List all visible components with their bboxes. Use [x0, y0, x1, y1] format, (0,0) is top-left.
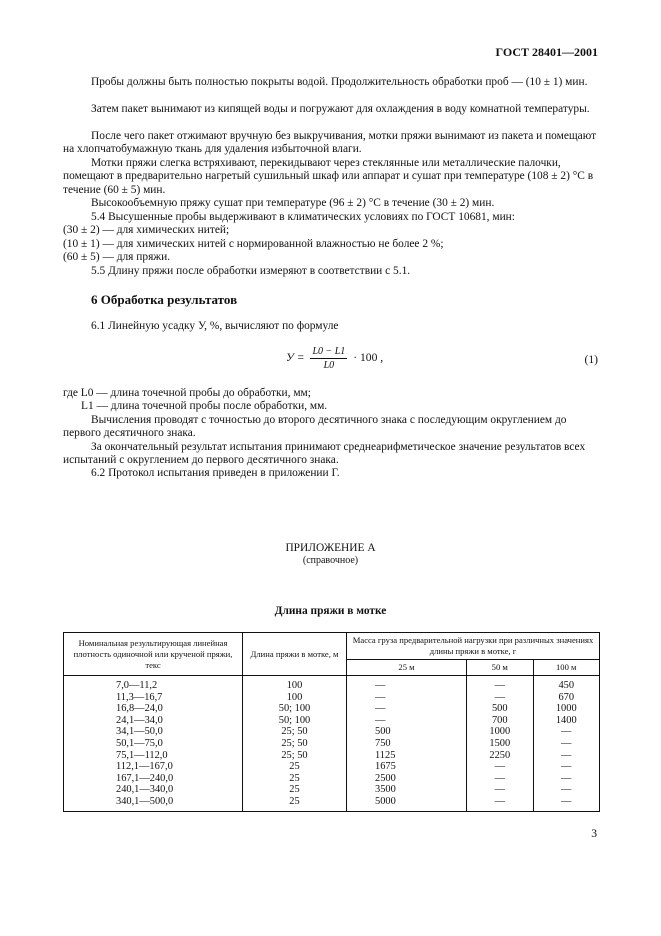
table-cell: 25: [243, 773, 347, 785]
table-cell: 11,3—16,7: [64, 692, 243, 704]
paragraph: За окончательный результат испытания принимают среднеарифметическое значение результатов всех испытаний с округлением до первого десятичного знака.: [63, 441, 586, 467]
table-cell: 24,1—34,0: [64, 715, 243, 727]
table-cell: —: [347, 703, 467, 715]
table-cell: 1500: [467, 738, 533, 750]
list-item: (60 ± 5) — для пряжи.: [63, 251, 171, 263]
paragraph: Пробы должны быть полностью покрыты водой. Продолжительность обработки проб — (10 ± 1) мин.: [91, 76, 588, 88]
table-cell: 1400: [533, 715, 600, 727]
table-cell: 112,1—167,0: [64, 761, 243, 773]
table-cell: 25: [243, 784, 347, 796]
table-row: [64, 750, 600, 762]
table-cell: 16,8—24,0: [64, 703, 243, 715]
table-row: [64, 796, 600, 811]
appendix-title: ПРИЛОЖЕНИЕ А: [285, 542, 376, 554]
table-row: [64, 676, 600, 692]
table-cell: 340,1—500,0: [64, 796, 243, 811]
table-cell: 500: [347, 726, 467, 738]
table-cell: 100: [243, 692, 347, 704]
list-item: (30 ± 2) — для химических нитей;: [63, 224, 230, 236]
table-cell: —: [347, 715, 467, 727]
table-cell: 75,1—112,0: [64, 750, 243, 762]
paragraph: 5.4 Высушенные пробы выдерживают в климатических условиях по ГОСТ 10681, мин:: [91, 211, 515, 223]
table-subheader: 50 м: [467, 660, 533, 676]
formula-denominator: L0: [323, 360, 335, 371]
page-number: 3: [591, 827, 597, 840]
list-item: (10 ± 1) — для химических нитей с нормированной влажностью не более 2 %;: [63, 238, 444, 250]
table-cell: —: [533, 738, 600, 750]
table-cell: —: [467, 761, 533, 773]
appendix-subtitle: (справочное): [302, 555, 359, 566]
paragraph: Мотки пряжи слегка встряхивают, перекидывают через стеклянные или металлические палочки, помещают в предварительно нагретый сушильный шкаф или аппарат и сушат при температуре (108 ± 2) °С в течение (60 ± 5) мин.: [63, 157, 594, 196]
table-row: [64, 703, 600, 715]
paragraph: После чего пакет отжимают вручную без выкручивания, мотки пряжи вынимают из пакета и помещают на хлопчатобумажную ткань для удаления избыточной влаги.: [63, 130, 597, 156]
table-cell: 167,1—240,0: [64, 773, 243, 785]
table-cell: —: [467, 773, 533, 785]
table-row: [64, 726, 600, 738]
paragraph: 6.1 Линейную усадку У, %, вычисляют по формуле: [91, 320, 339, 332]
table-row: [64, 715, 600, 727]
table-cell: 2250: [467, 750, 533, 762]
table-cell: 50,1—75,0: [64, 738, 243, 750]
table-cell: 5000: [347, 796, 467, 811]
table-cell: 7,0—11,2: [64, 676, 243, 692]
table-row: [64, 773, 600, 785]
table-cell: —: [347, 692, 467, 704]
table-cell: 1000: [467, 726, 533, 738]
table-cell: —: [533, 761, 600, 773]
where-line: где L0 — длина точечной пробы до обработки, мм;: [63, 387, 311, 399]
table-cell: 50; 100: [243, 703, 347, 715]
table-title: Длина пряжи в мотке: [274, 605, 387, 617]
table-cell: 240,1—340,0: [64, 784, 243, 796]
table-cell: 750: [347, 738, 467, 750]
document-header: ГОСТ 28401—2001: [495, 45, 598, 59]
table-cell: —: [533, 796, 600, 811]
table-cell: 25; 50: [243, 738, 347, 750]
formula-fraction: [310, 346, 347, 371]
table-cell: —: [533, 773, 600, 785]
table-cell: 100: [243, 676, 347, 692]
table-row: [64, 784, 600, 796]
table-cell: —: [347, 676, 467, 692]
table-subheader: 100 м: [533, 660, 600, 676]
table-row: [64, 761, 600, 773]
paragraph: Высокообъемную пряжу сушат при температуре (96 ± 2) °С в течение (30 ± 2) мин.: [91, 197, 495, 209]
table-cell: 450: [533, 676, 600, 692]
table-cell: —: [467, 692, 533, 704]
equation-number: (1): [584, 353, 598, 366]
table-cell: —: [467, 784, 533, 796]
paragraph: Затем пакет вынимают из кипящей воды и погружают для охлаждения в воду комнатной температуры.: [91, 103, 590, 115]
table-cell: 700: [467, 715, 533, 727]
formula: [286, 346, 383, 371]
table-header: Номинальная результирующая линейная плотность одиночной или крученой пряжи, текс: [64, 633, 243, 676]
table-subheader: 25 м: [347, 660, 467, 676]
table-cell: 25; 50: [243, 750, 347, 762]
formula-numerator: L0 − L1: [312, 346, 346, 357]
table-cell: 25: [243, 796, 347, 811]
table-cell: 1125: [347, 750, 467, 762]
paragraph: 6.2 Протокол испытания приведен в приложении Г.: [91, 467, 340, 479]
formula-rhs: · 100 ,: [353, 351, 384, 365]
table-row: [64, 738, 600, 750]
table-cell: 34,1—50,0: [64, 726, 243, 738]
table-cell: —: [467, 676, 533, 692]
table-cell: —: [533, 750, 600, 762]
yarn-length-table: [63, 632, 600, 812]
table-cell: 670: [533, 692, 600, 704]
table-cell: 3500: [347, 784, 467, 796]
table-cell: —: [533, 784, 600, 796]
table-cell: —: [533, 726, 600, 738]
table-cell: 1675: [347, 761, 467, 773]
table-cell: —: [467, 796, 533, 811]
formula-lhs: У =: [286, 351, 305, 365]
table-cell: 1000: [533, 703, 600, 715]
table-cell: 50; 100: [243, 715, 347, 727]
section-title: 6 Обработка результатов: [91, 292, 238, 307]
paragraph: Вычисления проводят с точностью до второго десятичного знака с последующим округлением до первого десятичного знака.: [63, 414, 567, 440]
table-cell: 25; 50: [243, 726, 347, 738]
table-header: Длина пряжи в мотке, м: [243, 633, 347, 676]
table-cell: 2500: [347, 773, 467, 785]
paragraph: 5.5 Длину пряжи после обработки измеряют в соответствии с 5.1.: [91, 265, 411, 277]
table-header: Масса груза предварительной нагрузки при различных значениях длины пряжи в мотке, г: [347, 633, 600, 660]
where-line: L1 — длина точечной пробы после обработки, мм.: [81, 400, 328, 412]
table-cell: 500: [467, 703, 533, 715]
table-cell: 25: [243, 761, 347, 773]
table-row: [64, 692, 600, 704]
